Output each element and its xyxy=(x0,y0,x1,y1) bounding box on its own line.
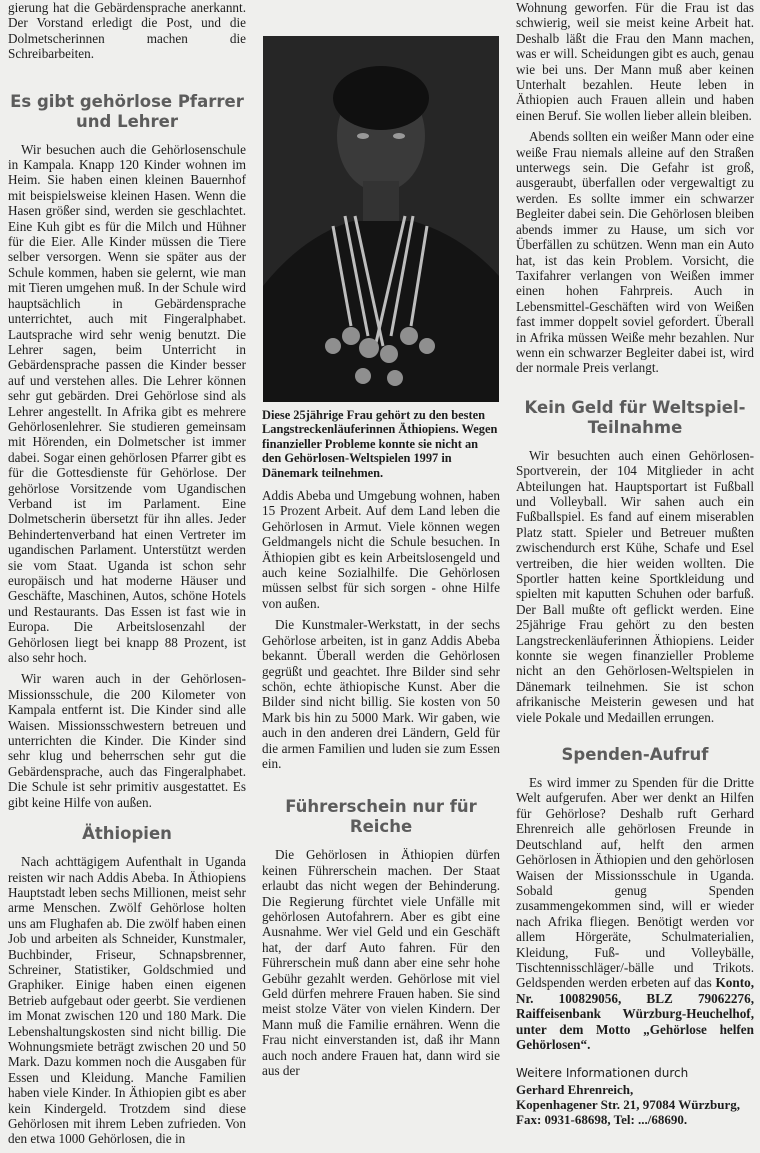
paragraph-spenden xyxy=(516,775,754,1052)
photo-caption: Diese 25jährige Frau gehört zu den besten Langstreckenläuferinnen Äthiopiens. Wegen finanzieller Probleme konnte sie nicht an den Gehörlosen-Weltspielen 1997 in Dänemark teilnehmen. xyxy=(262,408,498,480)
heading-spenden-aufruf: Spenden-Aufruf xyxy=(561,745,709,765)
heading-aethiopien: Äthiopien xyxy=(82,824,172,844)
spenden-text: Es wird immer zu Spenden für die Dritte Welt aufgerufen. Aber wer denkt an Hilfen für Gehörlose? Deshalb ruft Gerhard Ehrenreich alle gehörlosen Freunde in Deutschland auf, helft den armen Gehörlosen in Äthiopien und den gehörlosen Waisen der Missionsschule in Uganda. Sobald genug Spenden zusammengekommen sind, will er wieder nach Afrika fliegen. Benötigt werden vor allem Hörgeräte, Schulmaterialien, Kleidung, Fuß- und Volleybälle, Tischtennisschläger/-bälle und Trikots. Geldspenden werden erbeten auf das xyxy=(516,775,754,991)
paragraph-addis-abeba: Nach achttägigem Aufenthalt in Uganda reisten wir nach Addis Abeba. In Äthiopiens Hauptstadt leben sechs Millionen, meist sehr arme Menschen. Zwölf Gehörlose holten uns am Flughafen ab. Die zwölf haben einen Job und arbeiten als Schneider, Kunstmaler, Buchbinder, Friseur, Schnapsbrenner, Schreiner, Statistiker, Goldschmied und Graphiker. Einige haben einen eigenen Betrieb aufgebaut oder geerbt. Sie verdienen im Monat zwischen 120 und 180 Mark. Die Lebenshaltungskosten sind nicht billig. Die Wohnungsmiete beträgt zwischen 20 und 50 Mark. Dazu kommen noch die Ausgaben für Essen und Kleidung. Manche Familien haben viele Kinder. In Äthiopien gibt es aber kein Kindergeld. Trotzdem sind diese Gehörlosen mit ihrem Leben zufrieden. Von den etwa 1000 Gehörlosen, die in xyxy=(8,854,246,1147)
runner-portrait-image xyxy=(263,36,499,402)
heading-fuehrerschein: Führerschein nur für Reiche xyxy=(285,797,477,837)
contact-info xyxy=(516,1066,754,1127)
column-right xyxy=(516,0,754,1127)
intro-paragraph: gierung hat die Gebärdensprache anerkannt. Der Vorstand erledigt die Post, und die Dolmetscherinnen machen die Schreibarbeiten. xyxy=(8,0,246,62)
contact-intro: Weitere Informationen durch xyxy=(516,1066,689,1081)
contact-name: Gerhard Ehrenreich, xyxy=(516,1081,634,1097)
runner-photo xyxy=(263,36,499,402)
column-left xyxy=(8,0,246,1153)
contact-address: Kopenhagener Str. 21, 97084 Würzburg, xyxy=(516,1096,741,1112)
paragraph-armut: Addis Abeba und Umgebung wohnen, haben 15 Prozent Arbeit. Auf dem Land leben die Gehörlosen in Armut. Viele können wegen Geldmangels nicht die Schule besuchen. In Äthiopien gibt es kein Arbeitslosengeld und auch keine Sozialhilfe. Die Gehörlosen müssen selbst für sich sorgen - ohne Hilfe von außen. xyxy=(262,488,500,611)
paragraph-kunstmaler: Die Kunstmaler-Werkstatt, in der sechs Gehörlose arbeiten, ist in ganz Addis Abeba bekannt. Überall werden die Gehörlosen gegrüßt und geachtet. Ihre Bilder sind sehr schön, echte äthiopische Kunst. Aber die Bilder sind nicht billig. Sie kosten von 50 Mark bis hin zu 5000 Mark. Wir gaben, wie auch in den anderen drei Ländern, Geld für die armen Familien und luden sie zum Essen ein. xyxy=(262,617,500,771)
contact-fax-tel: Fax: 0931-68698, Tel: .../68690. xyxy=(516,1111,688,1127)
paragraph-gehoerlosenschule: Wir besuchen auch die Gehörlosenschule in Kampala. Knapp 120 Kinder wohnen im Heim. Sie haben einen kleinen Bauernhof mit beispielsweise kleinen Hasen. Wenn die Hasen größer sind, werden sie geschlachtet. Eine Kuh gibt es für die Milch und Hühner für die Eier. Alle Kinder müssen die Tiere selber versorgen. Wenn sie später aus der Schule kommen, haben sie gelernt, wie man mit Tieren umgehen muß. In der Schule wird hauptsächlich in Gebärdensprache unterrichtet, auch mit Fingeralphabet. Lautsprache wird sehr wenig benutzt. Die Lehrer sagen, beim Unterricht in Gebärdensprache passen die Kinder besser auf und verstehen alles. Die Lehrer können sehr gut gebärden. Drei Gehörlose sind als Lehrer angestellt. In Afrika gibt es mehrere Gehörlosenlehrer. Sie studieren gemeinsam mit Hörenden, ein Dolmetscher ist immer dabei. Sogar einen gehörlosen Pfarrer gibt es für die Gottesdienste für Gehörlose. Der gehörlose Vorsitzende vom Ugandischen Verband ist im Parlament. Eine Dolmetscherin übersetzt für ihn alles. Jeder Behindertenverband hat einen Vertreter im ugandischen Parlament. Unterstützt werden sie vom Staat. Uganda ist schon sehr europäisch und hat moderne Häuser und Geschäfte, Maschinen, Autos, schöne Hotels und Restaurants. Das Essen ist fast wie in Europa. Die Arbeitslosenzahl der Gehörlosen liegt bei knapp 88 Prozent, ist also sehr hoch. xyxy=(8,141,246,666)
paragraph-missionsschule: Wir waren auch in der Gehörlosen-Missionsschule, die 200 Kilometer von Kampala entfernt ist. Die Kinder sind alle Waisen. Missionsschwestern betreuen und unterrichten die Kinder. Die Kinder sind sehr klug und beherrschen sehr gut die Gebärdensprache, auch das Fingeralphabet. Die Schule ist sehr primitiv ausgestattet. Es gibt keine Hilfe von außen. xyxy=(8,671,246,810)
column-middle xyxy=(262,0,500,1084)
paragraph-abends: Abends sollten ein weißer Mann oder eine weiße Frau niemals alleine auf den Straßen unterwegs sein. Die Gefahr ist groß, ausgeraubt, überfallen oder vergewaltigt zu werden. Es sollte immer ein schwarzer Begleiter dabei sein. Die Gehörlosen bleiben abends immer zu Hause, um sich vor Überfällen zu schützen. Wenn man ein Auto hat, ist das kein Problem. Vorsicht, die Taxifahrer verlangen von Weißen immer einen hohen Fahrpreis. Auch in Lebensmittel-Geschäften wird von Weißen fast immer doppelt soviel gefordert. Überall in Afrika müssen Weiße mehr bezahlen. Nur wenn ein schwarzer Begleiter dabei ist, wird der normale Preis verlangt. xyxy=(516,129,754,376)
paragraph-sportverein: Wir besuchten auch einen Gehörlosen-Sportverein, der 104 Mitglieder in acht Abteilungen hat. Hauptsportart ist Fußball und Volleyball. Wir sahen auch ein Fußballspiel. Es fand auf einem miserablen Platz statt. Spieler und Betreuer mußten zwischendurch erst Kühe, Schafe und Esel vertreiben, die hier weiden wollten. Die Sportler hatten keine Sportkleidung und spielten mit kaputten Schuhen oder barfuß. Der Ball mußte oft geflickt werden. Eine 25jährige Frau gehört zu den besten Langstreckenläuferinnen Äthiopiens. Leider konnte sie wegen finanzieller Probleme nicht an den Gehörlosen-Weltspielen in Dänemark teilnehmen. Sie ist schon afrikanische Meisterin gewesen und hat viele Pokale und Medaillen errungen. xyxy=(516,447,754,725)
paragraph-wohnung: Wohnung geworfen. Für die Frau ist das schwierig, weil sie meist keine Arbeit hat. Deshalb läßt die Frau den Mann machen, was er will. Scheidungen gibt es auch, genau wie bei uns. Der Mann muß aber keinen Unterhalt bezahlen. Heute leben in Äthiopien auch Frauen allein und haben einen Beruf. Sie wollen lieber allein bleiben. xyxy=(516,0,754,123)
heading-pfarrer-lehrer: Es gibt gehörlose Pfarrer und Lehrer xyxy=(10,91,244,131)
bank-account-details: Konto, Nr. 100829056, BLZ 79062276, Raiffeisenbank Würzburg-Heuchelhof, unter dem Motto „Gehörlose helfen Gehörlosen“. xyxy=(516,975,754,1052)
paragraph-fuehrerschein: Die Gehörlosen in Äthiopien dürfen keinen Führerschein machen. Der Staat erlaubt das nicht wegen der Behinderung. Die Regierung fürchtet viele Unfälle mit gehörlosen Autofahrern. Aber es gibt eine Ausnahme. Wer viel Geld und ein Geschäft hat, der darf Auto fahren. Für den Führerschein muß dann aber eine sehr hohe Gebühr gezahlt werden. Gehörlose mit viel Geld dürfen mehrere Frauen haben. Sie sind meist stolze Väter von vielen Kindern. Der Mann muß die Familie ernähren. Wenn die Frau nicht einverstanden ist, daß ihr Mann auch noch andere Frauen hat, dann wird sie aus der xyxy=(262,847,500,1079)
heading-weltspiel: Kein Geld für Weltspiel-Teilnahme xyxy=(524,397,746,437)
